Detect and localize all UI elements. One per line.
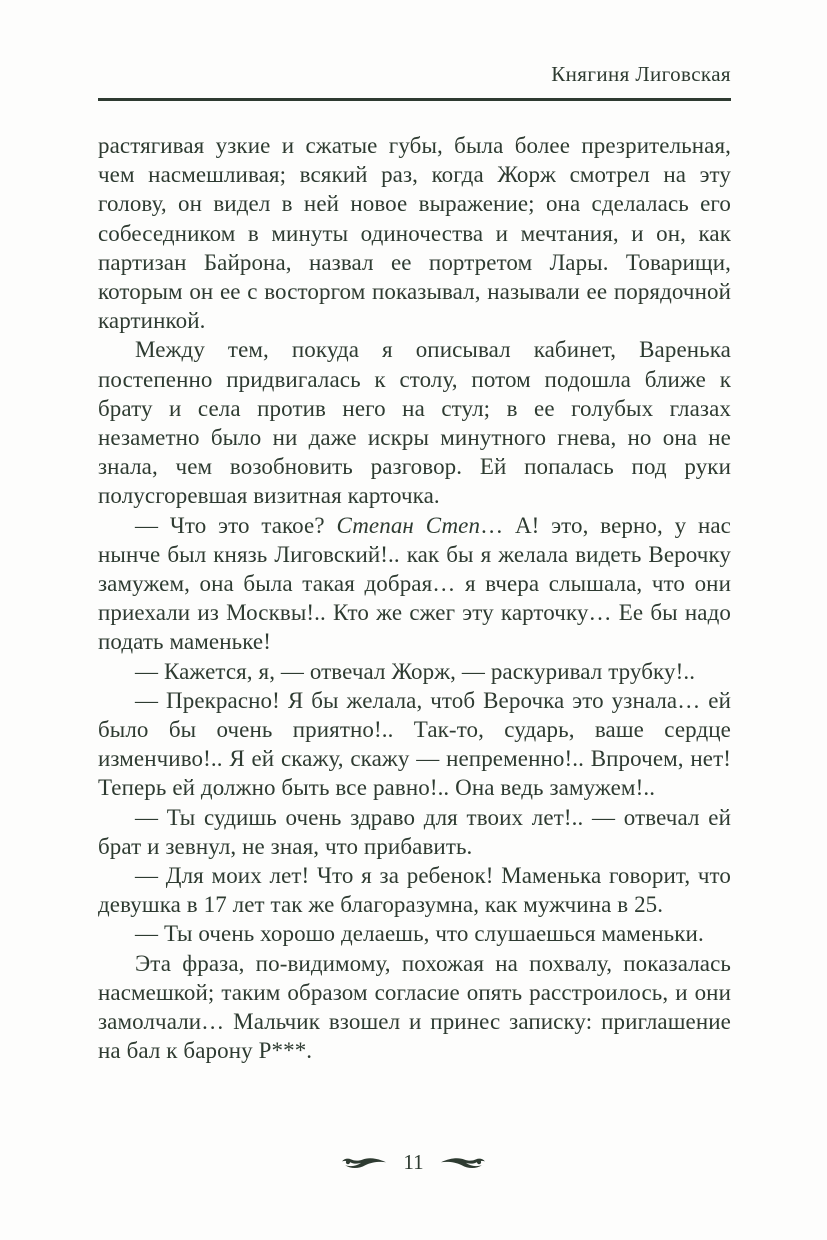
- paragraph: растягивая узкие и сжатые губы, была более презрительная, чем насмешливая; всякий раз, когда Жорж смотрел на эту голову, он видел в ней новое выражение; она сделалась его собеседником в минуты одиночества и мечтания, и он, как партизан Байрона, назвал ее портретом Лары. Товарищи, которым он ее с восторгом показывал, называли ее порядочной картинкой.: [98, 133, 731, 334]
- header-rule: [98, 98, 731, 101]
- paragraph-dialogue: — Для моих лет! Что я за ребенок! Маменька говорит, что девушка в 17 лет так же благоразумна, как мужчина в 25.: [98, 863, 731, 918]
- paragraph-dialogue: — Ты очень хорошо делаешь, что слушаешься маменьки.: [135, 921, 704, 947]
- page-number: 11: [403, 1150, 424, 1174]
- name-italic: Степан Степ: [336, 512, 481, 538]
- paragraph: Эта фраза, по-видимому, похожая на похвалу, показалась насмешкой; таким образом согласие опять расстроилось, и они замолчали… Мальчик взошел и принес записку: приглашение на бал к барону Р***.: [98, 950, 731, 1064]
- paragraph-dialogue: [98, 511, 731, 657]
- paragraph-dialogue: — Прекрасно! Я бы желала, чтоб Верочка это узнала… ей было бы очень приятно!.. Так-то, сударь, ваше сердце изменчиво!.. Я ей скажу, скажу — непременно!.. Впрочем, нет! Теперь ей должно быть все равно!.. Она ведь замужем!..: [98, 687, 731, 801]
- body-text: [98, 131, 731, 1066]
- paragraph-dialogue: — Кажется, я, — отвечал Жорж, — раскуривал трубку!..: [135, 658, 696, 684]
- dialogue-text: — Что это такое?: [135, 512, 337, 538]
- paragraph-dialogue: — Ты судишь очень здраво для твоих лет!.. — отвечал ей брат и зевнул, не зная, что прибавить.: [98, 804, 731, 859]
- flourish-right-icon: [440, 1155, 486, 1171]
- page-header: [98, 62, 731, 101]
- paragraph: Между тем, покуда я описывал кабинет, Варенька постепенно придвигалась к столу, потом подошла ближе к брату и села против него на стул; в ее голубых глазах незаметно было ни даже искры минутного гнева, но она не знала, чем возобновить разговор. Ей попалась под руки полусгоревшая визитная карточка.: [98, 337, 731, 509]
- page-footer: [0, 1150, 827, 1175]
- flourish-left-icon: [341, 1155, 387, 1171]
- running-title: Княгиня Лиговская: [551, 62, 731, 86]
- dialogue-text: … А! это, верно, у нас нынче был князь Лиговский!.. как бы я желала видеть Верочку замужем, она была такая добрая… я вчера слышала, что они приехали из Москвы!.. Кто же сжег эту карточку… Ее бы надо подать маменьке!: [98, 512, 731, 655]
